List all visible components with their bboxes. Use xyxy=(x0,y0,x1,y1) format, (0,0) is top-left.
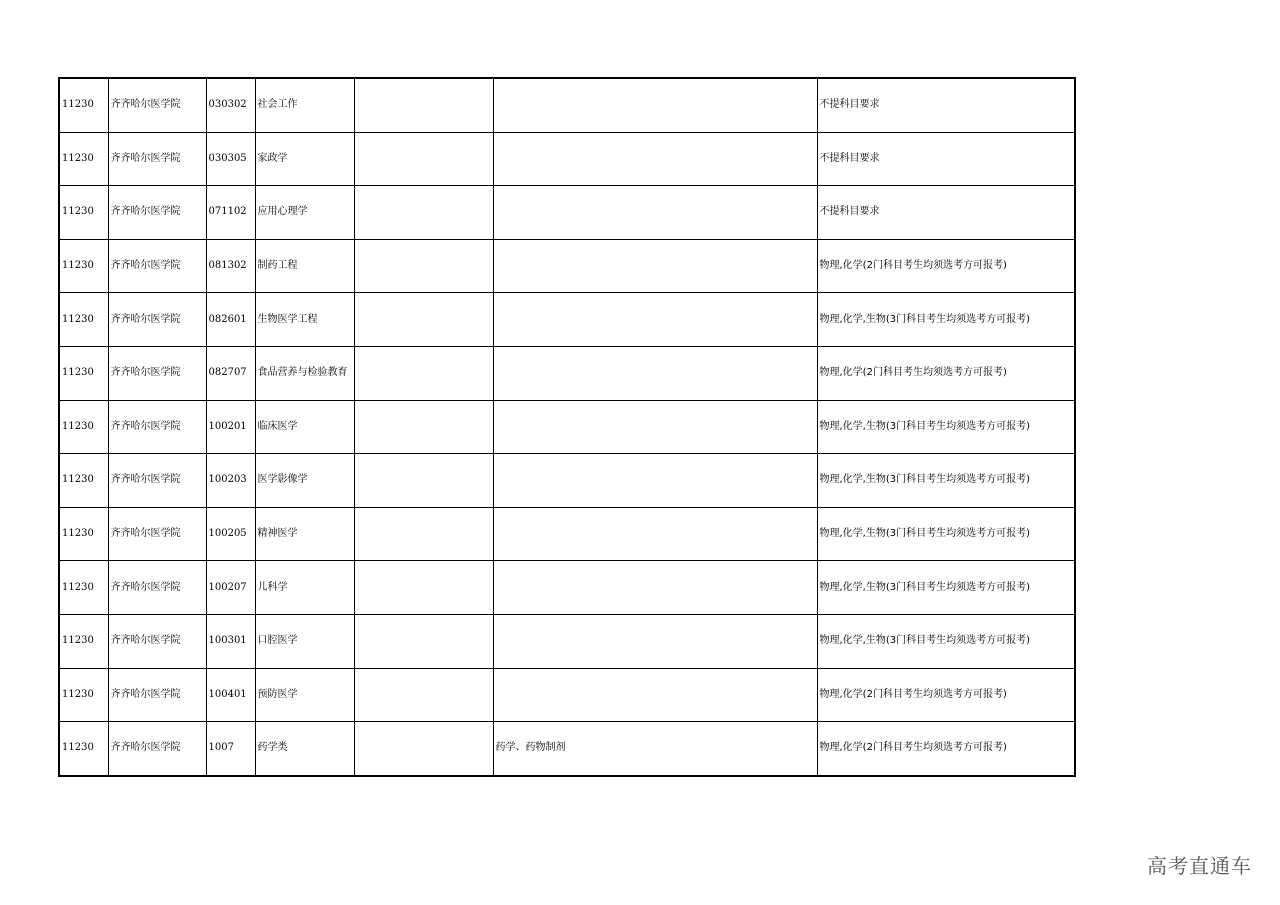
included-majors-cell xyxy=(493,668,817,722)
subject-requirement-cell: 物理,化学(2门科目考生均须选考方可报考) xyxy=(817,239,1075,293)
school-name-cell: 齐齐哈尔医学院 xyxy=(108,132,206,186)
school-name-cell: 齐齐哈尔医学院 xyxy=(108,454,206,508)
empty-cell xyxy=(354,132,493,186)
major-name-cell: 口腔医学 xyxy=(255,614,354,668)
included-majors-cell xyxy=(493,239,817,293)
empty-cell xyxy=(354,186,493,240)
school-code-cell: 11230 xyxy=(59,239,108,293)
major-code-cell: 100201 xyxy=(206,400,255,454)
school-code-cell: 11230 xyxy=(59,346,108,400)
major-name-cell: 预防医学 xyxy=(255,668,354,722)
table-row xyxy=(59,346,1075,400)
subject-requirement-cell: 物理,化学(2门科目考生均须选考方可报考) xyxy=(817,346,1075,400)
school-code-cell: 11230 xyxy=(59,722,108,776)
major-name-cell: 食品营养与检验教育 xyxy=(255,346,354,400)
major-name-cell: 儿科学 xyxy=(255,561,354,615)
table-row xyxy=(59,722,1075,776)
table-row xyxy=(59,400,1075,454)
watermark-text: 高考直通车 xyxy=(1147,854,1252,878)
school-name-cell: 齐齐哈尔医学院 xyxy=(108,239,206,293)
table-row xyxy=(59,239,1075,293)
included-majors-cell xyxy=(493,293,817,347)
school-name-cell: 齐齐哈尔医学院 xyxy=(108,561,206,615)
included-majors-cell xyxy=(493,614,817,668)
included-majors-cell xyxy=(493,186,817,240)
table-row xyxy=(59,507,1075,561)
school-code-cell: 11230 xyxy=(59,186,108,240)
major-code-cell: 081302 xyxy=(206,239,255,293)
included-majors-cell xyxy=(493,507,817,561)
table-body xyxy=(59,78,1075,776)
major-name-cell: 药学类 xyxy=(255,722,354,776)
table-row xyxy=(59,668,1075,722)
major-code-cell: 082707 xyxy=(206,346,255,400)
included-majors-cell xyxy=(493,132,817,186)
empty-cell xyxy=(354,239,493,293)
empty-cell xyxy=(354,668,493,722)
empty-cell xyxy=(354,293,493,347)
major-code-cell: 100205 xyxy=(206,507,255,561)
major-code-cell: 030305 xyxy=(206,132,255,186)
empty-cell xyxy=(354,400,493,454)
major-code-cell: 1007 xyxy=(206,722,255,776)
empty-cell xyxy=(354,614,493,668)
school-code-cell: 11230 xyxy=(59,132,108,186)
table-row xyxy=(59,132,1075,186)
school-code-cell: 11230 xyxy=(59,400,108,454)
subject-requirement-cell: 不提科目要求 xyxy=(817,186,1075,240)
major-code-cell: 100207 xyxy=(206,561,255,615)
major-name-cell: 应用心理学 xyxy=(255,186,354,240)
table-row xyxy=(59,454,1075,508)
school-code-cell: 11230 xyxy=(59,561,108,615)
included-majors-cell xyxy=(493,346,817,400)
subject-requirement-cell: 物理,化学(2门科目考生均须选考方可报考) xyxy=(817,668,1075,722)
included-majors-cell xyxy=(493,561,817,615)
school-name-cell: 齐齐哈尔医学院 xyxy=(108,668,206,722)
school-name-cell: 齐齐哈尔医学院 xyxy=(108,78,206,132)
major-code-cell: 100401 xyxy=(206,668,255,722)
major-code-cell: 100301 xyxy=(206,614,255,668)
subject-requirement-cell: 不提科目要求 xyxy=(817,78,1075,132)
table-row xyxy=(59,561,1075,615)
table-row xyxy=(59,293,1075,347)
major-name-cell: 精神医学 xyxy=(255,507,354,561)
included-majors-cell xyxy=(493,400,817,454)
major-code-cell: 030302 xyxy=(206,78,255,132)
table-row xyxy=(59,614,1075,668)
subject-requirement-cell: 不提科目要求 xyxy=(817,132,1075,186)
major-name-cell: 临床医学 xyxy=(255,400,354,454)
empty-cell xyxy=(354,78,493,132)
included-majors-cell xyxy=(493,78,817,132)
subject-requirement-cell: 物理,化学,生物(3门科目考生均须选考方可报考) xyxy=(817,507,1075,561)
school-code-cell: 11230 xyxy=(59,668,108,722)
empty-cell xyxy=(354,507,493,561)
major-code-cell: 071102 xyxy=(206,186,255,240)
school-name-cell: 齐齐哈尔医学院 xyxy=(108,293,206,347)
table-row xyxy=(59,78,1075,132)
school-name-cell: 齐齐哈尔医学院 xyxy=(108,400,206,454)
school-name-cell: 齐齐哈尔医学院 xyxy=(108,186,206,240)
subject-requirements-table xyxy=(58,77,1076,777)
subject-requirement-cell: 物理,化学,生物(3门科目考生均须选考方可报考) xyxy=(817,454,1075,508)
empty-cell xyxy=(354,561,493,615)
major-name-cell: 制药工程 xyxy=(255,239,354,293)
included-majors-cell: 药学、药物制剂 xyxy=(493,722,817,776)
major-code-cell: 082601 xyxy=(206,293,255,347)
school-name-cell: 齐齐哈尔医学院 xyxy=(108,346,206,400)
major-name-cell: 医学影像学 xyxy=(255,454,354,508)
school-name-cell: 齐齐哈尔医学院 xyxy=(108,722,206,776)
subject-requirement-cell: 物理,化学(2门科目考生均须选考方可报考) xyxy=(817,722,1075,776)
major-name-cell: 生物医学工程 xyxy=(255,293,354,347)
major-code-cell: 100203 xyxy=(206,454,255,508)
empty-cell xyxy=(354,346,493,400)
school-code-cell: 11230 xyxy=(59,78,108,132)
subject-requirement-cell: 物理,化学,生物(3门科目考生均须选考方可报考) xyxy=(817,561,1075,615)
school-code-cell: 11230 xyxy=(59,293,108,347)
school-code-cell: 11230 xyxy=(59,507,108,561)
major-name-cell: 社会工作 xyxy=(255,78,354,132)
subject-requirement-cell: 物理,化学,生物(3门科目考生均须选考方可报考) xyxy=(817,400,1075,454)
empty-cell xyxy=(354,722,493,776)
school-name-cell: 齐齐哈尔医学院 xyxy=(108,614,206,668)
school-name-cell: 齐齐哈尔医学院 xyxy=(108,507,206,561)
table-row xyxy=(59,186,1075,240)
subject-requirement-cell: 物理,化学,生物(3门科目考生均须选考方可报考) xyxy=(817,293,1075,347)
included-majors-cell xyxy=(493,454,817,508)
major-name-cell: 家政学 xyxy=(255,132,354,186)
school-code-cell: 11230 xyxy=(59,614,108,668)
school-code-cell: 11230 xyxy=(59,454,108,508)
empty-cell xyxy=(354,454,493,508)
subject-requirement-cell: 物理,化学,生物(3门科目考生均须选考方可报考) xyxy=(817,614,1075,668)
